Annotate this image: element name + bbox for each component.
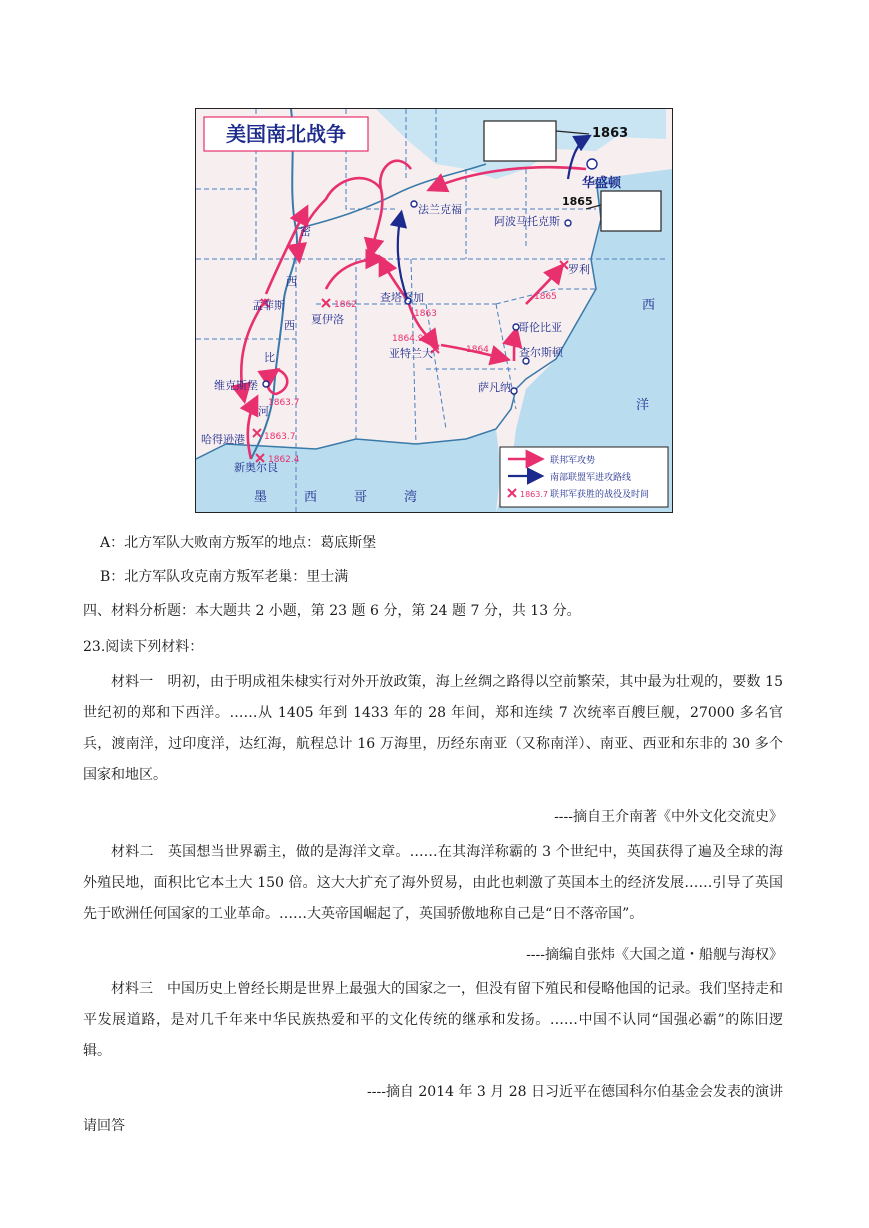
label-washington: 华盛顿 <box>582 176 622 191</box>
date-1865-route: 1865 <box>534 292 557 302</box>
legend-union: 联邦军攻势 <box>550 456 596 466</box>
date-1863-7a: 1863.7 <box>268 398 300 408</box>
label-shiloh: 夏伊洛 <box>311 313 344 326</box>
river-char-5: 河 <box>258 405 269 418</box>
legend-battle: 联邦军获胜的战役及时间 <box>550 490 650 500</box>
date-1864-9: 1864.9 <box>392 334 424 344</box>
material-2-source: ----摘编自张炜《大国之道・船舰与海权》 <box>526 947 783 963</box>
river-char-1: 密 <box>300 225 311 238</box>
label-richmond: 罗利 <box>568 263 590 276</box>
option-a: A：北方军队大败南方叛军的地点：葛底斯堡 <box>100 535 377 551</box>
section-heading: 四、材料分析题：本大题共 2 小题，第 23 题 6 分，第 24 题 7 分，共 13 分。 <box>83 603 581 619</box>
date-1865-top: 1865 <box>562 195 593 208</box>
sea-char-2: 西 <box>304 490 318 505</box>
label-vicksburg: 维克斯堡 <box>214 379 258 392</box>
question-prompt: 请回答 <box>83 1118 125 1134</box>
date-1862a: 1862 <box>334 300 357 310</box>
label-new-orleans: 新奥尔良 <box>234 461 278 474</box>
legend-confederate: 南部联盟军进攻路线 <box>550 473 632 483</box>
label-atlanta: 亚特兰大 <box>389 347 433 360</box>
label-port-hudson: 哈得逊港 <box>201 433 245 446</box>
date-1863-chat: 1863 <box>414 309 437 319</box>
material-3: 材料三 中国历史上曾经长期是世界上最强大的国家之一，但没有留下殖民和侵略他国的记录。我们坚持走和平发展道路，是对几千年来中华民族热爱和平的文化传统的继承和发扬。……中国不认同“国强必霸”的陈旧逻辑。 <box>83 981 783 1059</box>
ocean-char-1: 西 <box>642 298 656 313</box>
label-memphis: 孟菲斯 <box>252 299 285 312</box>
map-svg <box>196 109 672 512</box>
material-3-source: ----摘自 2014 年 3 月 28 日习近平在德国科尔伯基金会发表的演讲 <box>367 1084 783 1100</box>
legend-date: 1863.7 <box>520 490 548 499</box>
label-frankfort: 法兰克福 <box>418 203 462 216</box>
river-char-2: 西 <box>286 275 297 288</box>
option-b: B：北方军队攻克南方叛军老巢：里士满 <box>100 569 349 585</box>
sea-char-1: 墨 <box>254 490 268 505</box>
label-savannah: 萨凡纳 <box>478 381 511 394</box>
sea-char-4: 湾 <box>404 490 418 505</box>
material-1-source: ----摘自王介南著《中外文化交流史》 <box>554 809 783 825</box>
river-char-4: 比 <box>264 351 275 364</box>
map-legend <box>500 447 668 507</box>
label-appomattox: 阿波马托克斯 <box>494 215 560 228</box>
label-chattanooga: 查塔努加 <box>380 291 424 304</box>
material-2: 材料二 英国想当世界霸主，做的是海洋文章。……在其海洋称霸的 3 个世纪中，英国获得了遍及全球的海外殖民地，面积比它本土大 150 倍。这大大扩充了海外贸易，由此也刺激了英国本土的经济发展……引导了英国先于欧洲任何国家的工业革命。……大英帝国崛起了，英国骄傲地称自己是“日不落帝国”。 <box>83 844 783 922</box>
date-1864: 1864 <box>466 345 489 355</box>
date-1862-4: 1862.4 <box>268 455 300 465</box>
date-1863-7b: 1863.7 <box>264 432 296 442</box>
label-charleston: 查尔斯顿 <box>519 346 563 359</box>
answer-box-a[interactable] <box>484 121 556 161</box>
ocean-char-2: 洋 <box>636 398 650 413</box>
q23-intro: 23.阅读下列材料： <box>83 639 204 655</box>
map-title: 美国南北战争 <box>226 122 346 146</box>
date-1863-top: 1863 <box>592 126 629 141</box>
river-char-3: 西 <box>284 319 295 332</box>
civil-war-map <box>195 108 673 513</box>
label-columbia: 哥伦比亚 <box>518 321 562 334</box>
sea-char-3: 哥 <box>354 490 368 505</box>
material-1: 材料一 明初，由于明成祖朱棣实行对外开放政策，海上丝绸之路得以空前繁荣，其中最为壮观的，要数 15 世纪初的郑和下西洋。……从 1405 年到 1433 年的 28 年间，郑和连续 7 次统率百艘巨舰，27000 多名官兵，渡南洋，过印度洋，达红海，航程总计 16 万海里，历经东南亚（又称南洋）、南亚、西亚和东非的 30 多个国家和地区。 <box>83 674 783 783</box>
answer-box-b[interactable] <box>601 191 661 231</box>
